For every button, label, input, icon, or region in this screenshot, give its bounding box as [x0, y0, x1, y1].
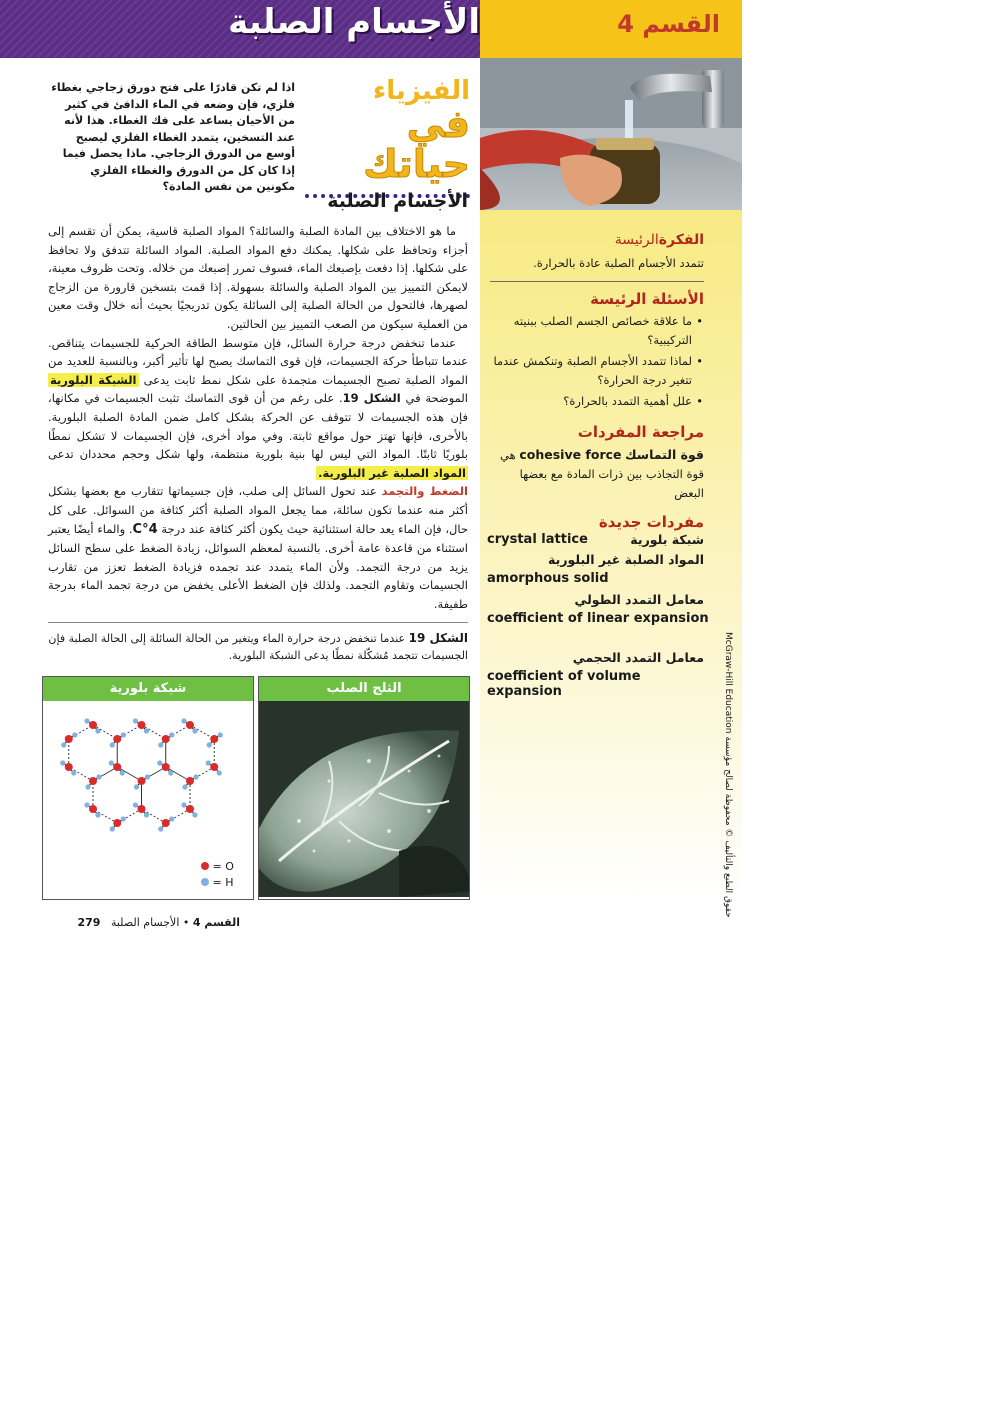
pressure-freezing-label: الضغط والتجمد [381, 484, 469, 499]
term-crystal-lattice: الشبكة البلورية [50, 372, 137, 387]
main-idea-heading [490, 232, 704, 248]
oxygen-atom [113, 735, 121, 743]
footer-section: القسم 4 [192, 916, 240, 929]
oxygen-atom [162, 763, 170, 771]
oxygen-atom [137, 721, 145, 729]
hydrogen-atom [109, 760, 114, 765]
hydrogen-atom [158, 826, 163, 831]
oxygen-atom [137, 805, 145, 813]
paragraph-2 [48, 334, 468, 483]
hydrogen-atom [71, 770, 76, 775]
crystal-lattice-panel-title: شبكة بلورية [43, 677, 253, 701]
figure-ref: الشكل 19 [342, 391, 401, 406]
hydrogen-atom [181, 802, 186, 807]
page-footer [40, 916, 240, 929]
legend [201, 859, 234, 891]
vocab-en-crystal-lattice: crystal lattice [487, 532, 588, 547]
new-vocab-heading: مفردات جديدة [598, 513, 704, 531]
p2-text-c: . على رغم من أن قوى التماسك تثبت الجسيمات في مكانها، فإن هذه الجسيمات لا تتوقف عن الحركة بشكل كامل ضمن المادة الصلبة البلورية. بالأحرى، فإنها تهتز حول مواقع ثابتة. وفي مواد أخرى، فإن الجسيمات لا تشكل نمطًا بلوريًا ثابتًا. المواد التي ليس لها بنية بلورية منتظمة، ولها شكل وحجم محددان تدعى [48, 391, 468, 462]
hydrogen-atom [61, 742, 66, 747]
hydrogen-atom [134, 784, 139, 789]
p3-text-a: عند تحول السائل إلى صلب، فإن جسيماتها تتقارب مع بعضها بشكل أكثر منه عندما تكون سائلة، مما يجعل المواد الصلبة أكثر كثافة من السوائل. على كل حال، فإن الماء يعد حالة استثنائية حيث يكون أكثر كثافة عند درجة [48, 484, 468, 536]
caption-label: الشكل 19 [408, 631, 468, 645]
oxygen-atom [113, 763, 121, 771]
vocab-ar-linear-expansion: معامل التمدد الطولي [574, 592, 704, 607]
paragraph-1: ما هو الاختلاف بين المادة الصلبة والسائلة؟ المواد الصلبة قاسية، يمكن أن تقسم إلى أجزاء وتحافظ على شكلها. يمكنك دفع المواد الصلبة. المواد السائلة تتدفق ولا تحافظ على شكلها. إذا دفعت بإصبعك الماء، فسوف تمرر إصبعك من خلاله. وتحت ظروف معينة، لايمكن التمييز بين المواد الصلبة والسائلة بسهولة. إذا قمت بتسخين قارورة من الزجاج لصهرها، فالتحول من الحالة الصلبة إلى السائلة يكون تدريجيًا بحيث أنه خلال وقت معين من العملية سيكون من الصعب التمييز بين الحالتين. [48, 224, 468, 331]
oxygen-atom [65, 735, 73, 743]
faucet-jar-photo [480, 58, 742, 210]
oxygen-atom [162, 819, 170, 827]
oxygen-atom [162, 735, 170, 743]
hydrogen-atom [217, 770, 222, 775]
vocab-ar-crystal-lattice: شبكة بلورية [630, 532, 704, 547]
review-heading: مراجعة المفردات [577, 423, 704, 441]
hydrogen-atom [218, 732, 223, 737]
oxygen-atom [65, 763, 73, 771]
intro-title [300, 78, 470, 198]
hydrogen-atom [206, 760, 211, 765]
caption-text: عندما تنخفض درجة حرارة الماء ويتغير من الحالة السائلة إلى الحالة الصلبة فإن الجسيمات تتجمد مُشكّلة نمطًا يدعى الشبكة البلورية. [48, 632, 468, 662]
vocab-en-amorphous-solid: amorphous solid [487, 571, 609, 586]
hydrogen-atom [60, 760, 65, 765]
hydrogen-atom [85, 784, 90, 789]
oxygen-atom [89, 777, 97, 785]
hydrogen-atom [157, 760, 162, 765]
hydrogen-atom [110, 742, 115, 747]
hydrogen-atom [95, 728, 100, 733]
oxygen-atom [186, 777, 194, 785]
hydrogen-atom [121, 732, 126, 737]
hydrogen-atom [182, 784, 187, 789]
hydrogen-atom [72, 732, 77, 737]
questions-list [490, 312, 704, 411]
oxygen-atom [89, 805, 97, 813]
main-idea-text: تتمدد الأجسام الصلبة عادة بالحرارة. [533, 256, 704, 270]
page-title: الأجسام الصلبة [228, 2, 480, 42]
p2-text-b: الموضحة في [405, 391, 468, 406]
legend-oxygen-label: = O [212, 860, 234, 873]
oxygen-atom [113, 819, 121, 827]
hydrogen-atom [145, 774, 150, 779]
question-text: لماذا تتمدد الأجسام الصلبة وتنكمش عندما تتغير درجة الحرارة؟ [493, 354, 692, 387]
footer-title: الأجسام الصلبة [110, 916, 180, 929]
figure-caption [48, 630, 468, 664]
solid-ice-panel-title: الثلج الصلب [259, 677, 469, 701]
copyright-strip [719, 632, 733, 918]
temperature-value: 4°C [132, 521, 158, 537]
crystal-lattice-panel [42, 676, 254, 900]
oxygen-atom [186, 805, 194, 813]
hydrogen-atom [168, 770, 173, 775]
oxygen-atom [137, 777, 145, 785]
side-divider [490, 281, 704, 282]
solid-ice-panel [258, 676, 470, 900]
vocab-ar-volume-expansion: معامل التمدد الحجمي [572, 650, 704, 665]
caption-rule [48, 622, 468, 623]
hydrogen-atom [169, 732, 174, 737]
question-item: • ما علاقة خصائص الجسم الصلب ببنيته التركيبية؟ [513, 314, 703, 347]
review-term-ar: قوة التماسك [625, 447, 704, 462]
legend-oxygen [201, 859, 234, 875]
hydrogen-atom [84, 718, 89, 723]
hydrogen-atom [133, 718, 138, 723]
p2-text-a: عندما تنخفض درجة حرارة السائل، فإن متوسط الطاقة الحركية للجسيمات يتناقص. عندما تتباطأ حركة الجسيمات، فإن قوى التماسك يصبح لها تأثير أكبر، وبالنسبة للعديد من المواد الصلبة تصبح الجسيمات متجمدة على شكل نمط ثابت يدعى [48, 335, 469, 387]
hydrogen-atom [144, 812, 149, 817]
hydrogen-atom [207, 742, 212, 747]
hydrogen-atom [169, 816, 174, 821]
oxygen-atom [89, 721, 97, 729]
hydrogen-atom [144, 728, 149, 733]
review-term-en: cohesive force [519, 447, 622, 462]
intro-title-line2: في حياتك [363, 102, 470, 186]
questions-heading: الأسئلة الرئيسة [590, 290, 704, 308]
question-text: علل أهمية التمدد بالحرارة؟ [563, 394, 692, 408]
review-definition: قوة التجاذب بين ذرات المادة مع بعضها البعض [519, 467, 704, 500]
question-text: ما علاقة خصائص الجسم الصلب ببنيته التركيبية؟ [513, 314, 692, 347]
legend-hydrogen-label: = H [212, 876, 234, 889]
oxygen-atom [210, 735, 218, 743]
hydrogen-atom [193, 774, 198, 779]
hydrogen-atom [95, 812, 100, 817]
section-heading: الأجسام الصلبة [327, 190, 468, 212]
copyright-text: حقوق الطبع والتأليف © محفوظة لصالح مؤسسة McGraw-Hill Education [723, 632, 733, 918]
term-amorphous-solid: المواد الصلبة غير البلورية. [318, 465, 466, 480]
section-label: القسم 4 [617, 10, 720, 38]
hydrogen-atom [158, 742, 163, 747]
oxygen-atom [186, 721, 194, 729]
hydrogen-atom [120, 770, 125, 775]
vocab-en-linear-expansion: coefficient of linear expansion [487, 611, 709, 626]
vocab-en-volume-expansion: coefficient of volume expansion [487, 669, 641, 699]
vocab-ar-amorphous-solid: المواد الصلبة غير البلورية [548, 552, 704, 567]
main-idea-label2: الرئيسة [614, 232, 659, 248]
hydrogen-atom [133, 802, 138, 807]
oxygen-dot-icon [201, 862, 209, 870]
question-item: • علل أهمية التمدد بالحرارة؟ [563, 394, 703, 408]
main-body [48, 222, 468, 613]
question-item: • لماذا تتمدد الأجسام الصلبة وتنكمش عندما تتغير درجة الحرارة؟ [493, 354, 703, 387]
main-idea-label: الفكرة [658, 232, 704, 248]
frosted-leaf-photo [259, 701, 469, 897]
page-number: 279 [77, 916, 101, 929]
intro-text: اذا لم تكن قادرًا على فتح دورق زجاجي بغطاء فلزي، فإن وضعه في الماء الدافئ في كثير من الأحيان يساعد على فك الغطاء. هذا لأنه عند التسخين، يتمدد الغطاء الفلزي ليصبح أوسع من الدورق الزجاجي. ماذا يحصل فيما إذا كان كل من الدورق والغطاء الفلزي مكونين من نفس المادة؟ [51, 81, 295, 193]
paragraph-3 [48, 482, 468, 613]
review-term-is: هي [500, 448, 516, 462]
hydrogen-dot-icon [201, 878, 209, 886]
oxygen-atom [210, 763, 218, 771]
intro-title-line1: الفيزياء [373, 76, 470, 106]
hydrogen-atom [121, 816, 126, 821]
hydrogen-atom [84, 802, 89, 807]
hydrogen-atom [96, 774, 101, 779]
legend-hydrogen [201, 875, 234, 891]
footer-bullet: • [182, 916, 190, 929]
hydrogen-atom [192, 728, 197, 733]
p3-text-b: . والماء أيضًا يعتبر استثناء من قاعدة عامة أخرى. بالنسبة لمعظم السوائل، زيادة الضغط على سطح السائل يزيد من درجة التجمد. ولأن الماء يتمدد عند تجمده فزيادة الضغط تعزز من تقارب الجسيمات وتقاوم التجمد. ولذلك فإن الضغط الأعلى يخفض من درجة تجمد الماء بدرجة طفيفة. [48, 521, 468, 611]
review-term-line [490, 445, 704, 465]
hydrogen-atom [192, 812, 197, 817]
hydrogen-atom [181, 718, 186, 723]
hydrogen-atom [110, 826, 115, 831]
side-content [490, 232, 704, 531]
